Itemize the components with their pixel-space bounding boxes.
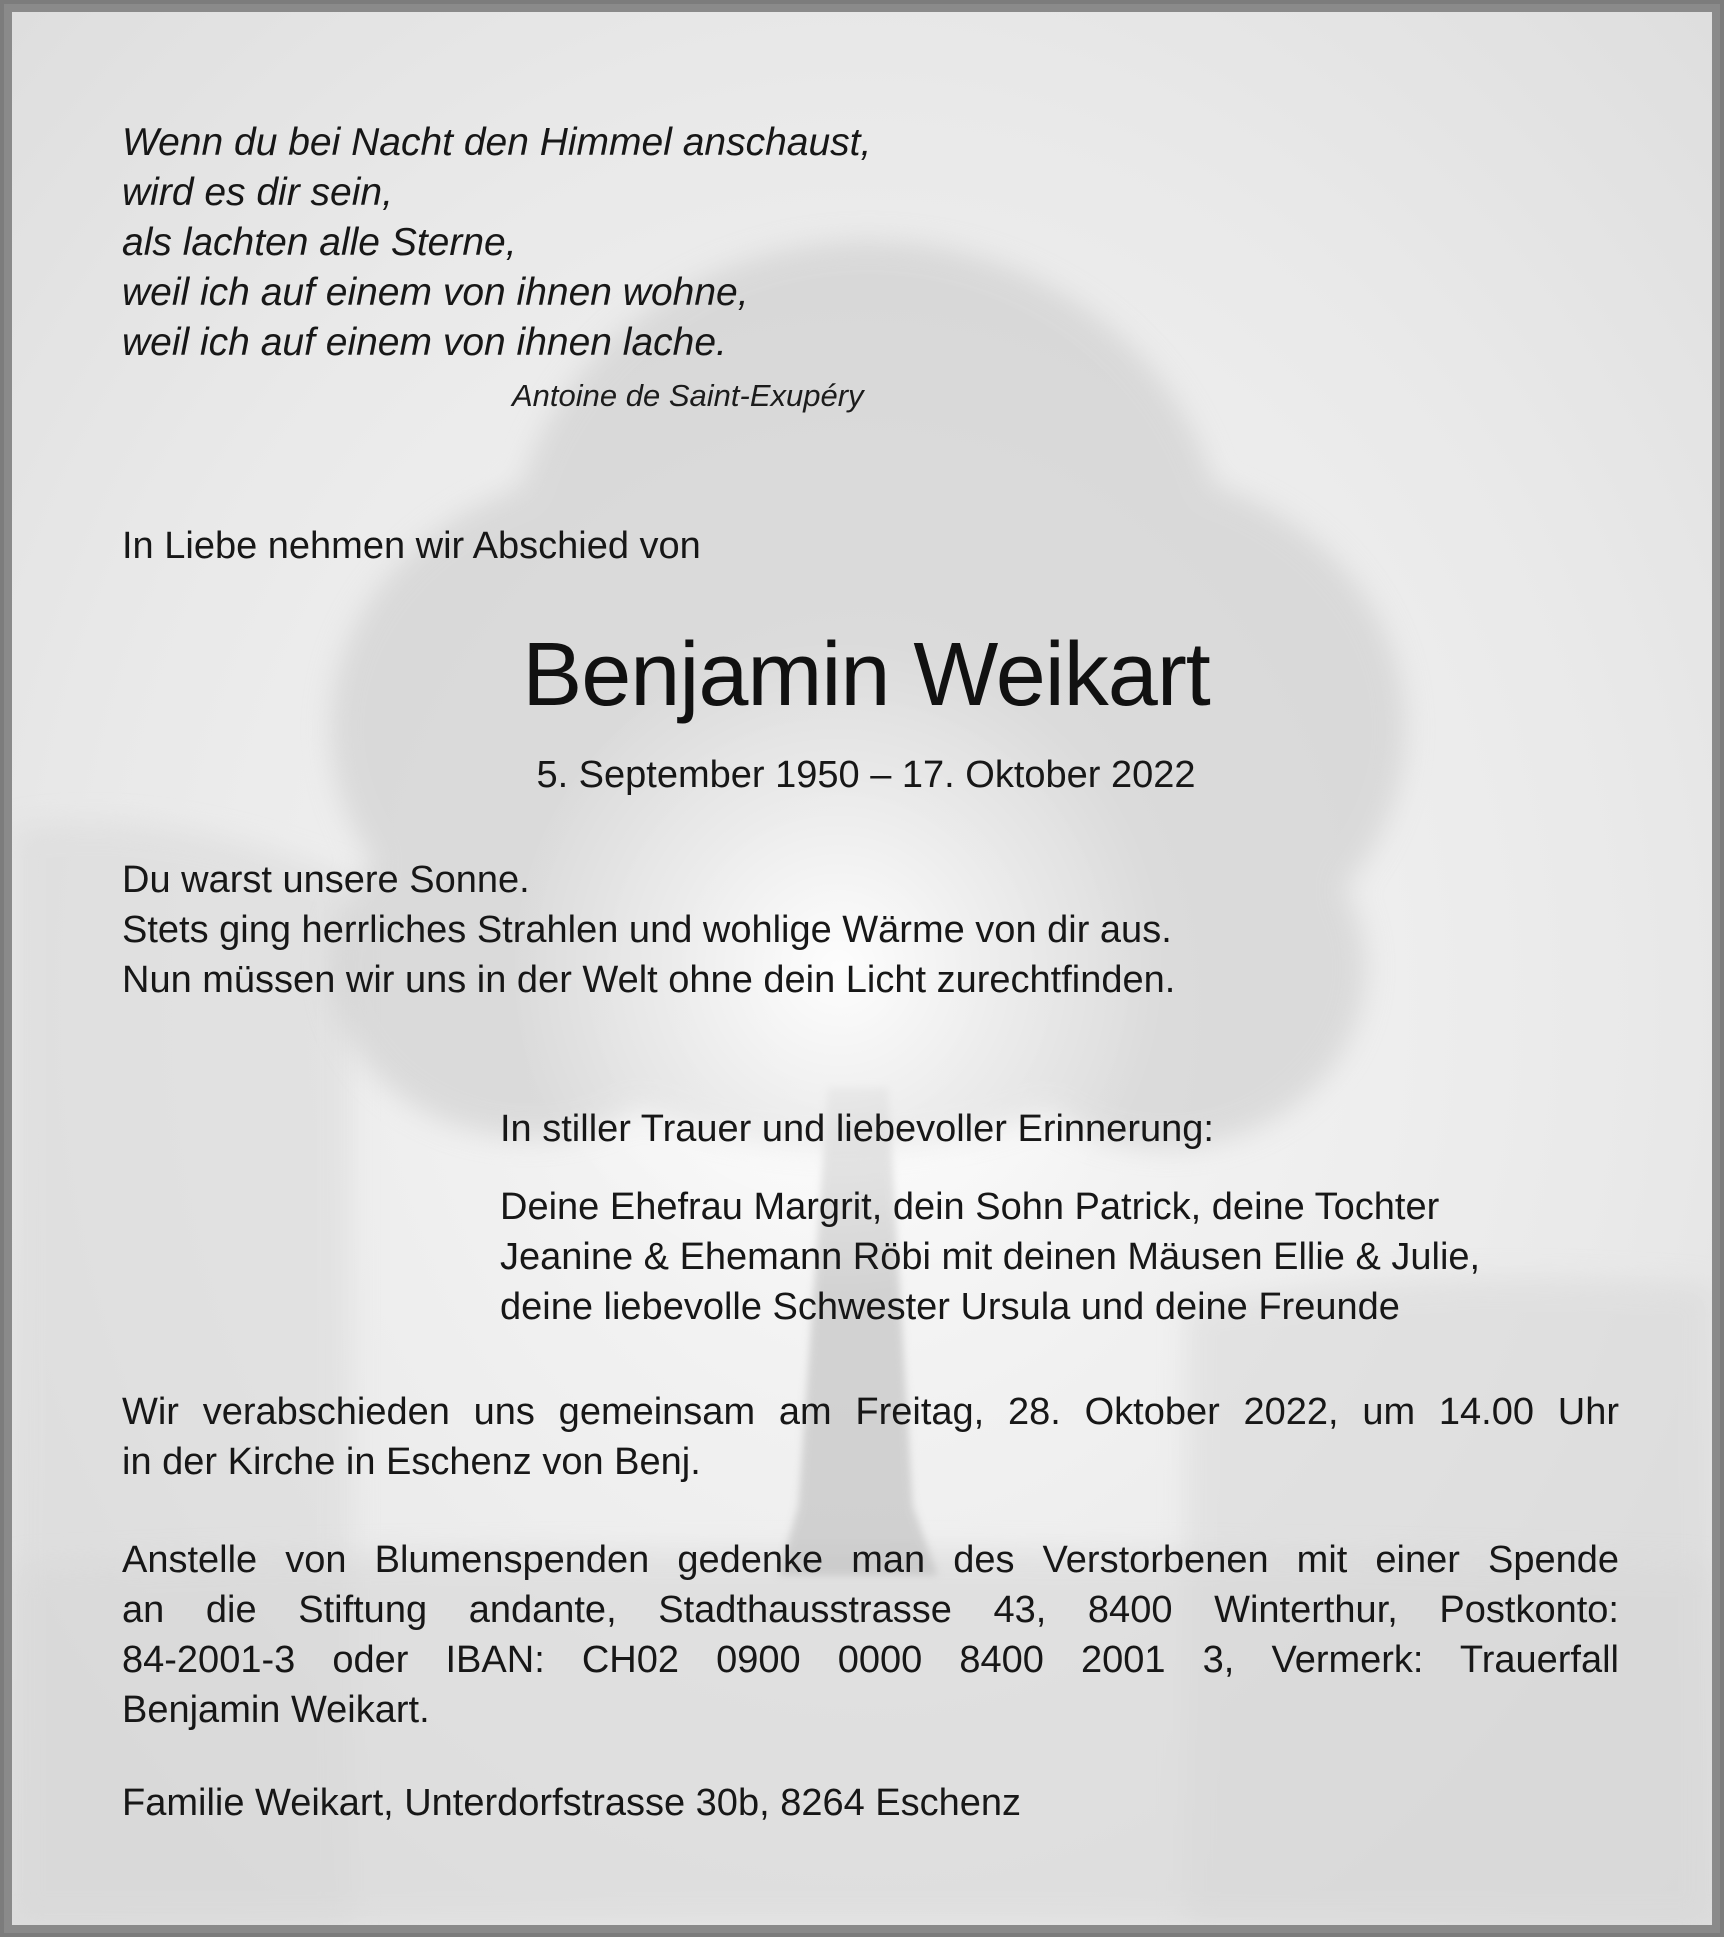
obituary-card [12,12,1712,1925]
life-dates: 5. September 1950 – 17. Oktober 2022 [536,754,1196,796]
mourners-title: In stiller Trauer und liebevoller Erinnerung: [500,1108,1214,1150]
mourners-list [500,1182,1480,1332]
deceased-name: Benjamin Weikart [522,625,1210,725]
tribute-line: Nun müssen wir uns in der Welt ohne dein Licht zurechtfinden. [122,959,1176,1001]
tribute-line: Du warst unsere Sonne. [122,859,530,901]
service-line: in der Kirche in Eschenz von Benj. [122,1441,701,1483]
poem [122,118,871,368]
service-notice [122,1387,1619,1487]
mourners-line: Deine Ehefrau Margrit, dein Sohn Patrick, deine Tochter [500,1186,1440,1228]
donation-notice [122,1535,1619,1735]
tribute-line: Stets ging herrliches Strahlen und wohlige Wärme von dir aus. [122,909,1172,951]
poem-line: weil ich auf einem von ihnen wohne, [122,271,749,314]
family-address: Familie Weikart, Unterdorfstrasse 30b, 8264 Eschenz [122,1782,1022,1824]
mourners-line: deine liebevolle Schwester Ursula und deine Freunde [500,1286,1400,1328]
donation-line: 84-2001-3 oder IBAN: CH02 0900 0000 8400 2001 3, Vermerk: Trauerfall [122,1639,1619,1681]
service-line: Wir verabschieden uns gemeinsam am Freitag, 28. Oktober 2022, um 14.00 Uhr [122,1391,1619,1433]
donation-line: an die Stiftung andante, Stadthausstrasse 43, 8400 Winterthur, Postkonto: [122,1589,1619,1631]
farewell-intro: In Liebe nehmen wir Abschied von [122,525,701,567]
poem-author: Antoine de Saint-Exupéry [512,378,864,413]
donation-line: Anstelle von Blumenspenden gedenke man des Verstorbenen mit einer Spende [122,1539,1619,1581]
poem-line: wird es dir sein, [122,171,393,214]
poem-line: weil ich auf einem von ihnen lache. [122,321,727,364]
tribute-text [122,855,1175,1005]
donation-line: Benjamin Weikart. [122,1689,430,1731]
poem-line: als lachten alle Sterne, [122,221,517,264]
mourners-line: Jeanine & Ehemann Röbi mit deinen Mäusen Ellie & Julie, [500,1236,1481,1278]
poem-line: Wenn du bei Nacht den Himmel anschaust, [122,121,872,164]
